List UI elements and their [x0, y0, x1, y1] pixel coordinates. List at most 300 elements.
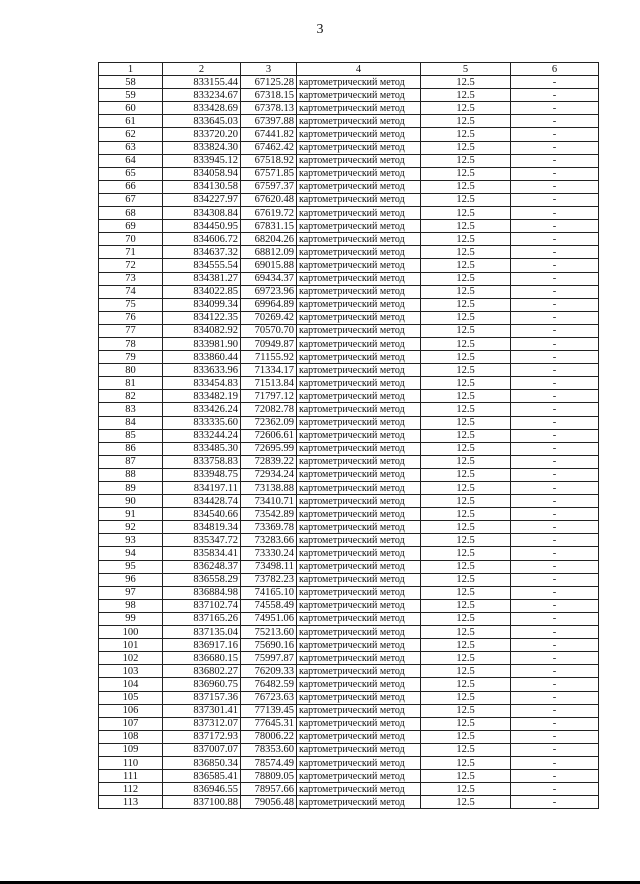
x-coordinate-cell: 833428.69 — [163, 102, 241, 115]
point-number-cell: 83 — [99, 403, 163, 416]
note-cell: - — [511, 207, 599, 220]
point-number-cell: 84 — [99, 416, 163, 429]
x-coordinate-cell: 837100.88 — [163, 796, 241, 809]
y-coordinate-cell: 73782.23 — [241, 573, 297, 586]
note-cell: - — [511, 337, 599, 350]
point-number-cell: 74 — [99, 285, 163, 298]
x-coordinate-cell: 834428.74 — [163, 495, 241, 508]
y-coordinate-cell: 67318.15 — [241, 89, 297, 102]
accuracy-cell: 12.5 — [421, 141, 511, 154]
point-number-cell: 79 — [99, 351, 163, 364]
y-coordinate-cell: 71797.12 — [241, 390, 297, 403]
note-cell: - — [511, 285, 599, 298]
table-row — [99, 455, 599, 468]
point-number-cell: 88 — [99, 468, 163, 481]
note-cell: - — [511, 508, 599, 521]
y-coordinate-cell: 73542.89 — [241, 508, 297, 521]
table-row — [99, 390, 599, 403]
x-coordinate-cell: 837102.74 — [163, 599, 241, 612]
note-cell: - — [511, 442, 599, 455]
note-cell: - — [511, 141, 599, 154]
method-cell: картометрический метод — [297, 141, 421, 154]
point-number-cell: 94 — [99, 547, 163, 560]
method-cell: картометрический метод — [297, 652, 421, 665]
x-coordinate-cell: 833758.83 — [163, 455, 241, 468]
x-coordinate-cell: 834606.72 — [163, 233, 241, 246]
x-coordinate-cell: 836680.15 — [163, 652, 241, 665]
method-cell: картометрический метод — [297, 665, 421, 678]
note-cell: - — [511, 102, 599, 115]
y-coordinate-cell: 78574.49 — [241, 756, 297, 769]
accuracy-cell: 12.5 — [421, 534, 511, 547]
y-coordinate-cell: 67597.37 — [241, 180, 297, 193]
point-number-cell: 72 — [99, 259, 163, 272]
table-row — [99, 311, 599, 324]
table-row — [99, 154, 599, 167]
x-coordinate-cell: 833155.44 — [163, 76, 241, 89]
note-cell: - — [511, 429, 599, 442]
x-coordinate-cell: 836585.41 — [163, 770, 241, 783]
accuracy-cell: 12.5 — [421, 102, 511, 115]
x-coordinate-cell: 834227.97 — [163, 193, 241, 206]
point-number-cell: 87 — [99, 455, 163, 468]
point-number-cell: 110 — [99, 756, 163, 769]
note-cell: - — [511, 468, 599, 481]
x-coordinate-cell: 834022.85 — [163, 285, 241, 298]
point-number-cell: 102 — [99, 652, 163, 665]
table-row — [99, 180, 599, 193]
x-coordinate-cell: 837157.36 — [163, 691, 241, 704]
x-coordinate-cell: 833244.24 — [163, 429, 241, 442]
accuracy-cell: 12.5 — [421, 337, 511, 350]
column-header: 1 — [99, 63, 163, 76]
note-cell: - — [511, 377, 599, 390]
y-coordinate-cell: 77645.31 — [241, 717, 297, 730]
point-number-cell: 104 — [99, 678, 163, 691]
accuracy-cell: 12.5 — [421, 730, 511, 743]
x-coordinate-cell: 833454.83 — [163, 377, 241, 390]
x-coordinate-cell: 836850.34 — [163, 756, 241, 769]
method-cell: картометрический метод — [297, 285, 421, 298]
accuracy-cell: 12.5 — [421, 586, 511, 599]
table-row — [99, 377, 599, 390]
accuracy-cell: 12.5 — [421, 154, 511, 167]
table-row — [99, 259, 599, 272]
accuracy-cell: 12.5 — [421, 626, 511, 639]
x-coordinate-cell: 834308.84 — [163, 207, 241, 220]
table-row — [99, 652, 599, 665]
point-number-cell: 111 — [99, 770, 163, 783]
x-coordinate-cell: 836248.37 — [163, 560, 241, 573]
note-cell: - — [511, 704, 599, 717]
point-number-cell: 73 — [99, 272, 163, 285]
note-cell: - — [511, 351, 599, 364]
table-row — [99, 717, 599, 730]
y-coordinate-cell: 67619.72 — [241, 207, 297, 220]
table-row — [99, 508, 599, 521]
y-coordinate-cell: 68204.26 — [241, 233, 297, 246]
y-coordinate-cell: 74951.06 — [241, 612, 297, 625]
coordinates-table — [98, 62, 599, 809]
note-cell: - — [511, 233, 599, 246]
table-row — [99, 167, 599, 180]
note-cell: - — [511, 730, 599, 743]
point-number-cell: 76 — [99, 311, 163, 324]
table-row — [99, 534, 599, 547]
method-cell: картометрический метод — [297, 324, 421, 337]
method-cell: картометрический метод — [297, 207, 421, 220]
table-row — [99, 285, 599, 298]
point-number-cell: 63 — [99, 141, 163, 154]
point-number-cell: 61 — [99, 115, 163, 128]
point-number-cell: 86 — [99, 442, 163, 455]
note-cell: - — [511, 390, 599, 403]
method-cell: картометрический метод — [297, 167, 421, 180]
note-cell: - — [511, 154, 599, 167]
method-cell: картометрический метод — [297, 560, 421, 573]
column-header: 5 — [421, 63, 511, 76]
y-coordinate-cell: 73369.78 — [241, 521, 297, 534]
table-row — [99, 89, 599, 102]
accuracy-cell: 12.5 — [421, 639, 511, 652]
method-cell: картометрический метод — [297, 730, 421, 743]
accuracy-cell: 12.5 — [421, 560, 511, 573]
note-cell: - — [511, 691, 599, 704]
x-coordinate-cell: 833860.44 — [163, 351, 241, 364]
note-cell: - — [511, 573, 599, 586]
point-number-cell: 69 — [99, 220, 163, 233]
point-number-cell: 92 — [99, 521, 163, 534]
note-cell: - — [511, 220, 599, 233]
accuracy-cell: 12.5 — [421, 311, 511, 324]
method-cell: картометрический метод — [297, 337, 421, 350]
x-coordinate-cell: 837135.04 — [163, 626, 241, 639]
y-coordinate-cell: 75690.16 — [241, 639, 297, 652]
point-number-cell: 91 — [99, 508, 163, 521]
method-cell: картометрический метод — [297, 756, 421, 769]
method-cell: картометрический метод — [297, 743, 421, 756]
accuracy-cell: 12.5 — [421, 770, 511, 783]
y-coordinate-cell: 71513.84 — [241, 377, 297, 390]
table-row — [99, 207, 599, 220]
x-coordinate-cell: 837301.41 — [163, 704, 241, 717]
table-row — [99, 324, 599, 337]
table-row — [99, 612, 599, 625]
note-cell: - — [511, 272, 599, 285]
note-cell: - — [511, 259, 599, 272]
accuracy-cell: 12.5 — [421, 717, 511, 730]
accuracy-cell: 12.5 — [421, 482, 511, 495]
point-number-cell: 103 — [99, 665, 163, 678]
x-coordinate-cell: 833645.03 — [163, 115, 241, 128]
y-coordinate-cell: 76209.33 — [241, 665, 297, 678]
x-coordinate-cell: 834555.54 — [163, 259, 241, 272]
note-cell: - — [511, 115, 599, 128]
x-coordinate-cell: 834540.66 — [163, 508, 241, 521]
accuracy-cell: 12.5 — [421, 508, 511, 521]
note-cell: - — [511, 626, 599, 639]
y-coordinate-cell: 67397.88 — [241, 115, 297, 128]
y-coordinate-cell: 75997.87 — [241, 652, 297, 665]
method-cell: картометрический метод — [297, 521, 421, 534]
method-cell: картометрический метод — [297, 115, 421, 128]
method-cell: картометрический метод — [297, 259, 421, 272]
method-cell: картометрический метод — [297, 770, 421, 783]
y-coordinate-cell: 70570.70 — [241, 324, 297, 337]
x-coordinate-cell: 833335.60 — [163, 416, 241, 429]
method-cell: картометрический метод — [297, 89, 421, 102]
x-coordinate-cell: 837172.93 — [163, 730, 241, 743]
method-cell: картометрический метод — [297, 272, 421, 285]
accuracy-cell: 12.5 — [421, 259, 511, 272]
x-coordinate-cell: 836960.75 — [163, 678, 241, 691]
point-number-cell: 58 — [99, 76, 163, 89]
note-cell: - — [511, 639, 599, 652]
x-coordinate-cell: 837312.07 — [163, 717, 241, 730]
table-row — [99, 704, 599, 717]
y-coordinate-cell: 67125.28 — [241, 76, 297, 89]
note-cell: - — [511, 756, 599, 769]
note-cell: - — [511, 783, 599, 796]
x-coordinate-cell: 834130.58 — [163, 180, 241, 193]
method-cell: картометрический метод — [297, 377, 421, 390]
accuracy-cell: 12.5 — [421, 89, 511, 102]
note-cell: - — [511, 89, 599, 102]
accuracy-cell: 12.5 — [421, 390, 511, 403]
x-coordinate-cell: 834381.27 — [163, 272, 241, 285]
method-cell: картометрический метод — [297, 717, 421, 730]
note-cell: - — [511, 599, 599, 612]
table-body — [99, 76, 599, 809]
method-cell: картометрический метод — [297, 364, 421, 377]
method-cell: картометрический метод — [297, 586, 421, 599]
point-number-cell: 70 — [99, 233, 163, 246]
table-row — [99, 756, 599, 769]
point-number-cell: 62 — [99, 128, 163, 141]
note-cell: - — [511, 547, 599, 560]
point-number-cell: 107 — [99, 717, 163, 730]
note-cell: - — [511, 665, 599, 678]
accuracy-cell: 12.5 — [421, 599, 511, 612]
y-coordinate-cell: 72082.78 — [241, 403, 297, 416]
column-header: 3 — [241, 63, 297, 76]
accuracy-cell: 12.5 — [421, 743, 511, 756]
x-coordinate-cell: 833234.67 — [163, 89, 241, 102]
point-number-cell: 108 — [99, 730, 163, 743]
y-coordinate-cell: 67378.13 — [241, 102, 297, 115]
point-number-cell: 77 — [99, 324, 163, 337]
accuracy-cell: 12.5 — [421, 442, 511, 455]
y-coordinate-cell: 78809.05 — [241, 770, 297, 783]
x-coordinate-cell: 836884.98 — [163, 586, 241, 599]
y-coordinate-cell: 67518.92 — [241, 154, 297, 167]
method-cell: картометрический метод — [297, 678, 421, 691]
y-coordinate-cell: 70269.42 — [241, 311, 297, 324]
method-cell: картометрический метод — [297, 783, 421, 796]
note-cell: - — [511, 76, 599, 89]
table-row — [99, 416, 599, 429]
y-coordinate-cell: 69964.89 — [241, 298, 297, 311]
method-cell: картометрический метод — [297, 102, 421, 115]
y-coordinate-cell: 67441.82 — [241, 128, 297, 141]
accuracy-cell: 12.5 — [421, 377, 511, 390]
method-cell: картометрический метод — [297, 612, 421, 625]
table-row — [99, 599, 599, 612]
y-coordinate-cell: 73283.66 — [241, 534, 297, 547]
table-row — [99, 730, 599, 743]
accuracy-cell: 12.5 — [421, 416, 511, 429]
method-cell: картометрический метод — [297, 704, 421, 717]
point-number-cell: 98 — [99, 599, 163, 612]
accuracy-cell: 12.5 — [421, 220, 511, 233]
column-header: 4 — [297, 63, 421, 76]
y-coordinate-cell: 69015.88 — [241, 259, 297, 272]
method-cell: картометрический метод — [297, 796, 421, 809]
accuracy-cell: 12.5 — [421, 324, 511, 337]
table-row — [99, 351, 599, 364]
point-number-cell: 81 — [99, 377, 163, 390]
accuracy-cell: 12.5 — [421, 233, 511, 246]
accuracy-cell: 12.5 — [421, 272, 511, 285]
method-cell: картометрический метод — [297, 416, 421, 429]
y-coordinate-cell: 72934.24 — [241, 468, 297, 481]
table-row — [99, 246, 599, 259]
x-coordinate-cell: 834099.34 — [163, 298, 241, 311]
note-cell: - — [511, 678, 599, 691]
x-coordinate-cell: 836558.29 — [163, 573, 241, 586]
x-coordinate-cell: 833482.19 — [163, 390, 241, 403]
y-coordinate-cell: 73498.11 — [241, 560, 297, 573]
method-cell: картометрический метод — [297, 573, 421, 586]
accuracy-cell: 12.5 — [421, 403, 511, 416]
point-number-cell: 64 — [99, 154, 163, 167]
note-cell: - — [511, 193, 599, 206]
table-row — [99, 468, 599, 481]
y-coordinate-cell: 78957.66 — [241, 783, 297, 796]
method-cell: картометрический метод — [297, 429, 421, 442]
accuracy-cell: 12.5 — [421, 193, 511, 206]
accuracy-cell: 12.5 — [421, 115, 511, 128]
accuracy-cell: 12.5 — [421, 167, 511, 180]
accuracy-cell: 12.5 — [421, 704, 511, 717]
point-number-cell: 75 — [99, 298, 163, 311]
table-row — [99, 220, 599, 233]
method-cell: картометрический метод — [297, 626, 421, 639]
y-coordinate-cell: 72362.09 — [241, 416, 297, 429]
note-cell: - — [511, 796, 599, 809]
point-number-cell: 109 — [99, 743, 163, 756]
y-coordinate-cell: 79056.48 — [241, 796, 297, 809]
table-row — [99, 783, 599, 796]
column-header: 6 — [511, 63, 599, 76]
method-cell: картометрический метод — [297, 599, 421, 612]
table-row — [99, 547, 599, 560]
y-coordinate-cell: 76723.63 — [241, 691, 297, 704]
point-number-cell: 97 — [99, 586, 163, 599]
y-coordinate-cell: 74165.10 — [241, 586, 297, 599]
point-number-cell: 67 — [99, 193, 163, 206]
method-cell: картометрический метод — [297, 193, 421, 206]
table-row — [99, 691, 599, 704]
note-cell: - — [511, 743, 599, 756]
table-row — [99, 573, 599, 586]
accuracy-cell: 12.5 — [421, 678, 511, 691]
accuracy-cell: 12.5 — [421, 364, 511, 377]
method-cell: картометрический метод — [297, 128, 421, 141]
accuracy-cell: 12.5 — [421, 547, 511, 560]
x-coordinate-cell: 833426.24 — [163, 403, 241, 416]
accuracy-cell: 12.5 — [421, 128, 511, 141]
point-number-cell: 106 — [99, 704, 163, 717]
accuracy-cell: 12.5 — [421, 691, 511, 704]
y-coordinate-cell: 71155.92 — [241, 351, 297, 364]
y-coordinate-cell: 71334.17 — [241, 364, 297, 377]
method-cell: картометрический метод — [297, 76, 421, 89]
y-coordinate-cell: 77139.45 — [241, 704, 297, 717]
method-cell: картометрический метод — [297, 442, 421, 455]
x-coordinate-cell: 836917.16 — [163, 639, 241, 652]
x-coordinate-cell: 833824.30 — [163, 141, 241, 154]
accuracy-cell: 12.5 — [421, 285, 511, 298]
method-cell: картометрический метод — [297, 468, 421, 481]
accuracy-cell: 12.5 — [421, 455, 511, 468]
table-row — [99, 193, 599, 206]
x-coordinate-cell: 833948.75 — [163, 468, 241, 481]
method-cell: картометрический метод — [297, 351, 421, 364]
y-coordinate-cell: 67462.42 — [241, 141, 297, 154]
y-coordinate-cell: 72839.22 — [241, 455, 297, 468]
table-row — [99, 298, 599, 311]
method-cell: картометрический метод — [297, 455, 421, 468]
point-number-cell: 78 — [99, 337, 163, 350]
point-number-cell: 66 — [99, 180, 163, 193]
method-cell: картометрический метод — [297, 547, 421, 560]
point-number-cell: 93 — [99, 534, 163, 547]
point-number-cell: 59 — [99, 89, 163, 102]
x-coordinate-cell: 834082.92 — [163, 324, 241, 337]
method-cell: картометрический метод — [297, 508, 421, 521]
table-header-row — [99, 63, 599, 76]
accuracy-cell: 12.5 — [421, 652, 511, 665]
note-cell: - — [511, 534, 599, 547]
page-number: 3 — [316, 22, 324, 37]
y-coordinate-cell: 68812.09 — [241, 246, 297, 259]
x-coordinate-cell: 834122.35 — [163, 311, 241, 324]
table-row — [99, 272, 599, 285]
y-coordinate-cell: 78006.22 — [241, 730, 297, 743]
y-coordinate-cell: 75213.60 — [241, 626, 297, 639]
y-coordinate-cell: 70949.87 — [241, 337, 297, 350]
accuracy-cell: 12.5 — [421, 612, 511, 625]
table-row — [99, 521, 599, 534]
note-cell: - — [511, 416, 599, 429]
method-cell: картометрический метод — [297, 154, 421, 167]
note-cell: - — [511, 180, 599, 193]
y-coordinate-cell: 67620.48 — [241, 193, 297, 206]
accuracy-cell: 12.5 — [421, 796, 511, 809]
method-cell: картометрический метод — [297, 534, 421, 547]
method-cell: картометрический метод — [297, 639, 421, 652]
x-coordinate-cell: 833633.96 — [163, 364, 241, 377]
x-coordinate-cell: 834637.32 — [163, 246, 241, 259]
note-cell: - — [511, 482, 599, 495]
point-number-cell: 101 — [99, 639, 163, 652]
column-header: 2 — [163, 63, 241, 76]
method-cell: картометрический метод — [297, 691, 421, 704]
x-coordinate-cell: 837165.26 — [163, 612, 241, 625]
x-coordinate-cell: 835347.72 — [163, 534, 241, 547]
note-cell: - — [511, 364, 599, 377]
